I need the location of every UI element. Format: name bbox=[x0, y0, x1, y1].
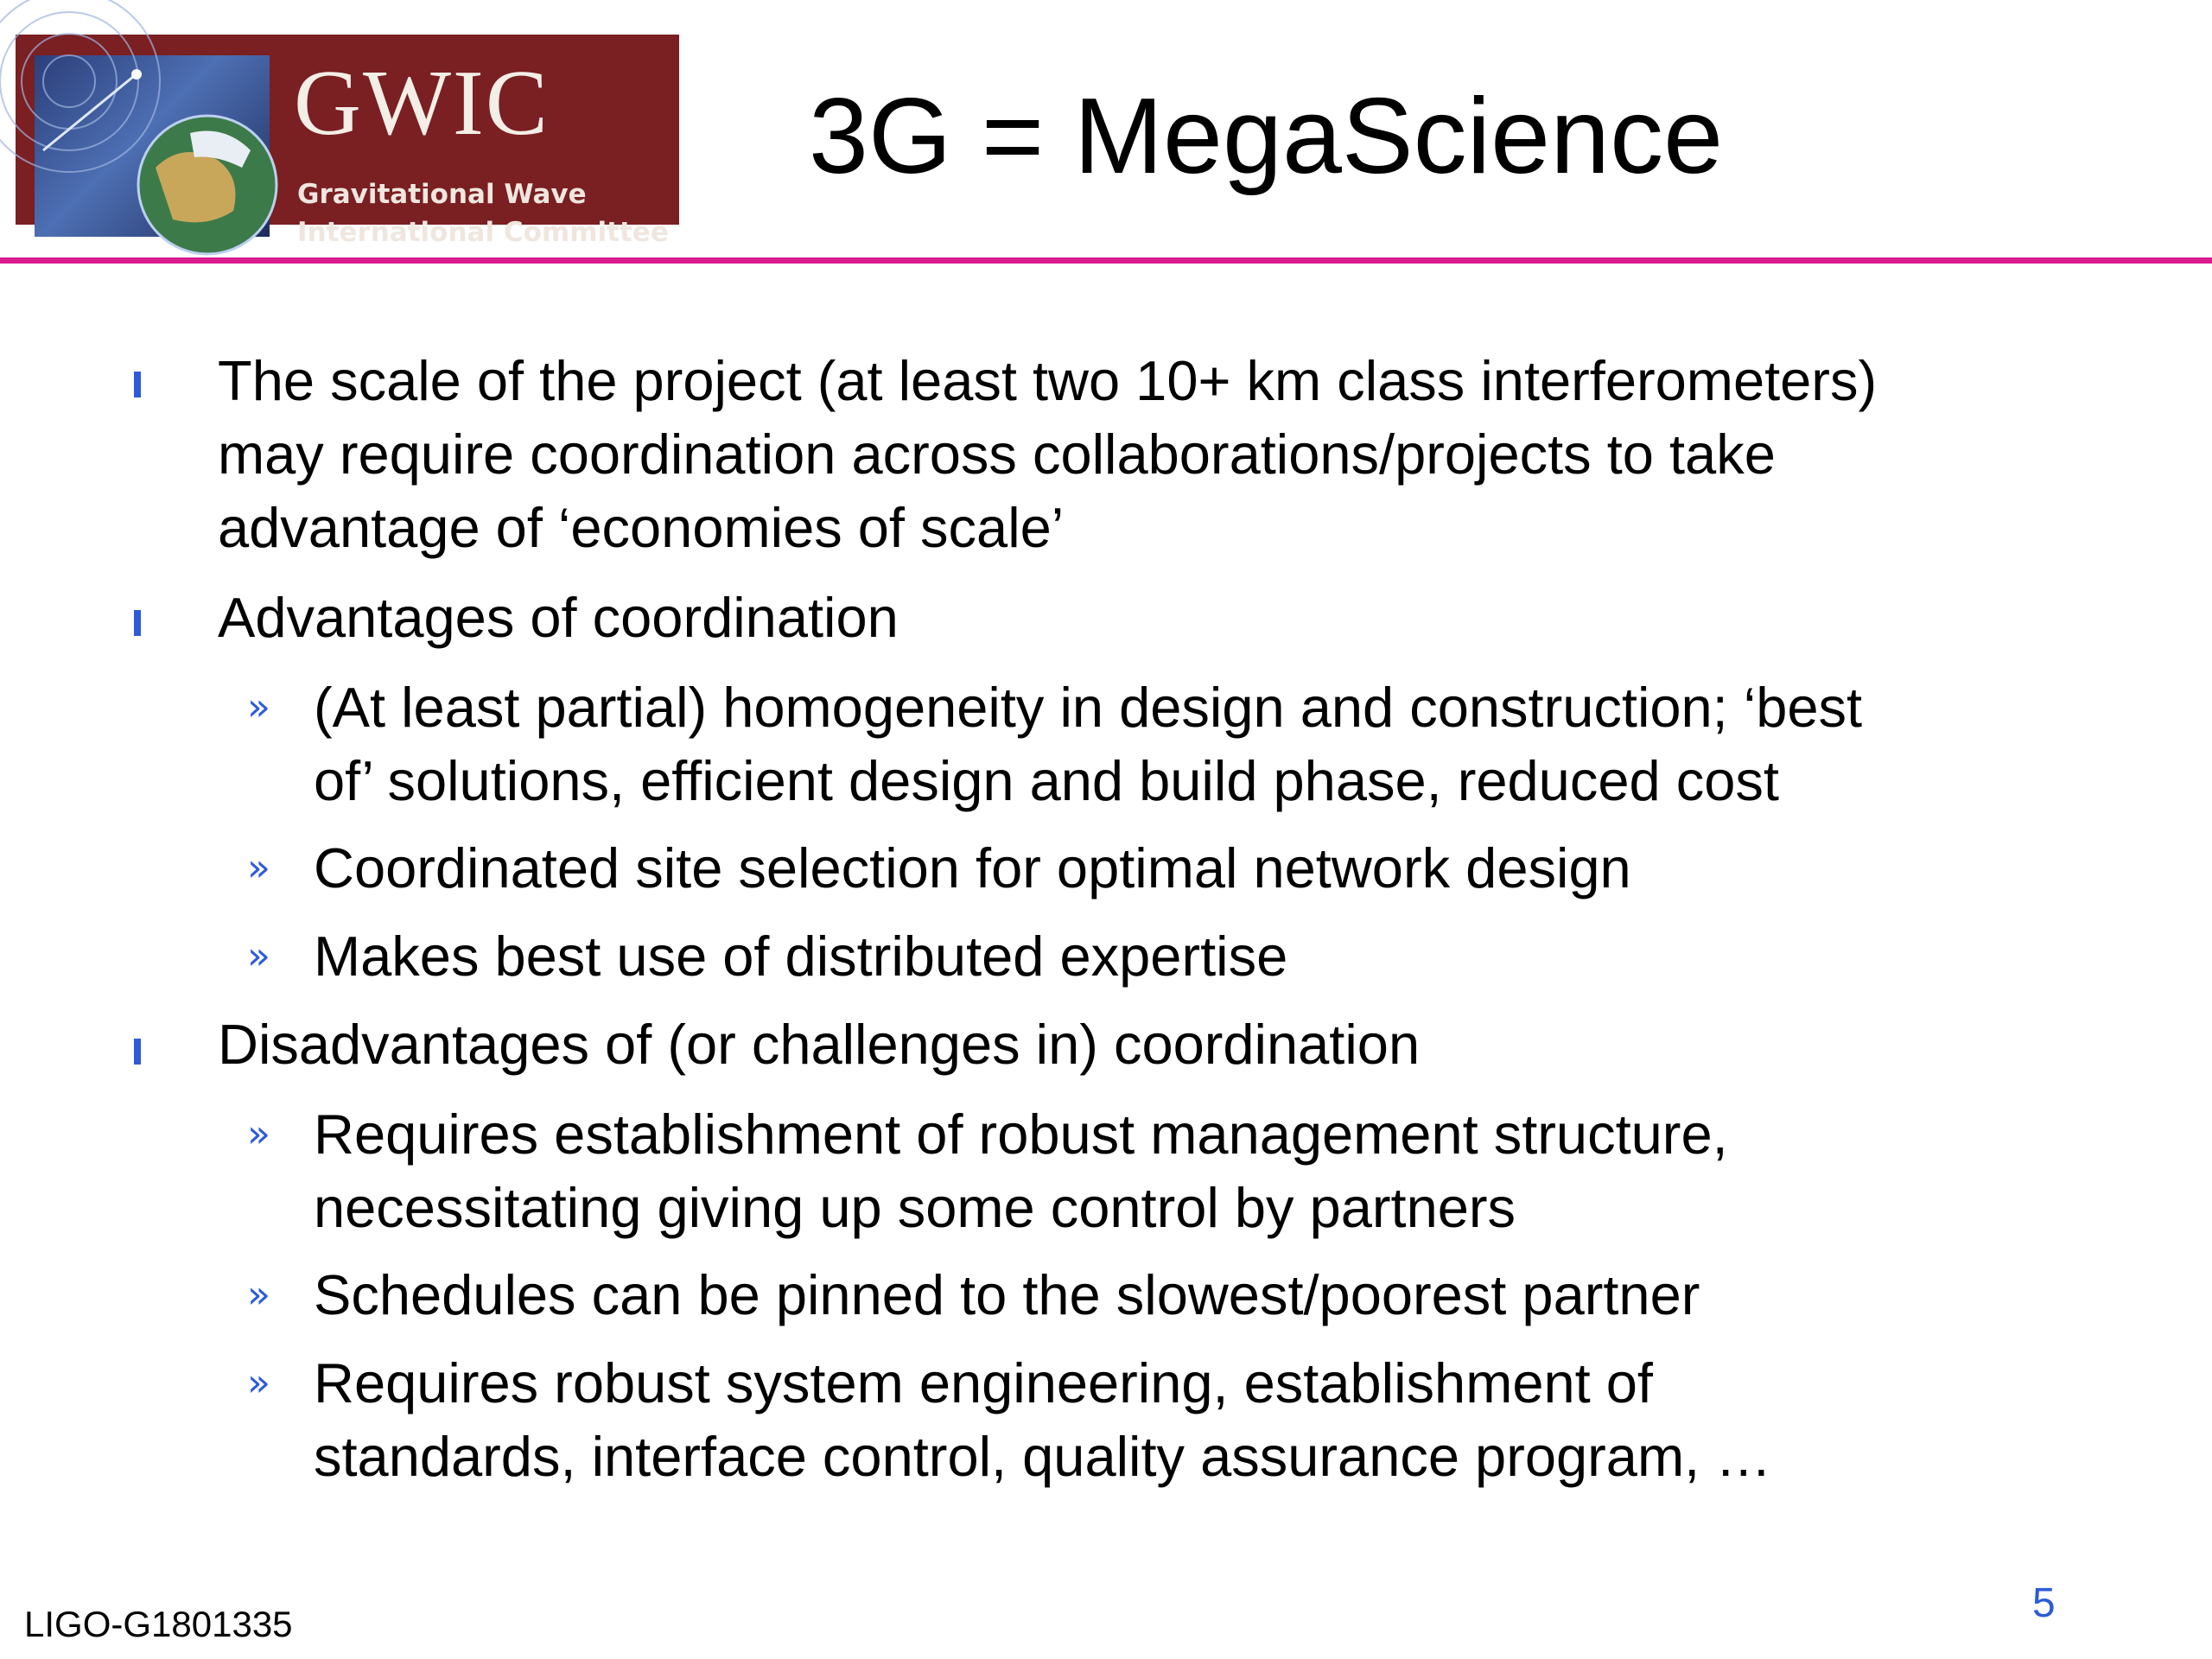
bullet-line: Schedules can be pinned to the slowest/poorest partner bbox=[314, 1263, 1700, 1326]
bullet-line: Makes best use of distributed expertise bbox=[314, 925, 1288, 988]
bullet-line: Disadvantages of (or challenges in) coordination bbox=[218, 1013, 1421, 1076]
logo-acronym: GWIC bbox=[294, 52, 550, 155]
bullet-line: necessitating giving up some control by partners bbox=[314, 1176, 1516, 1239]
sub-bullet-item bbox=[314, 1097, 2042, 1244]
document-id: LIGO-G1801335 bbox=[24, 1604, 293, 1644]
sub-bullet-item bbox=[314, 919, 2042, 993]
bullet-marker bbox=[134, 610, 141, 636]
logo-subtitle-line2: International Committee bbox=[297, 217, 669, 248]
sub-bullet-item bbox=[314, 671, 2042, 817]
bullet-line: advantage of ‘economies of scale’ bbox=[218, 496, 1065, 559]
sub-bullet-marker: » bbox=[247, 846, 270, 890]
bullet-line: standards, interface control, quality assurance program, … bbox=[314, 1425, 1772, 1488]
bullet-item bbox=[218, 581, 2119, 654]
sub-bullet-item bbox=[314, 831, 2042, 905]
sub-bullet-marker: » bbox=[247, 685, 270, 729]
bullet-line: of’ solutions, efficient design and build phase, reduced cost bbox=[314, 749, 1779, 812]
bullet-line: Requires robust system engineering, establishment of bbox=[314, 1351, 1653, 1414]
sub-bullet-marker: » bbox=[247, 1273, 270, 1317]
bullet-item bbox=[218, 1007, 2119, 1081]
page-number: 5 bbox=[2032, 1580, 2056, 1626]
sub-bullet-item bbox=[314, 1258, 2042, 1332]
bullet-line: Advantages of coordination bbox=[218, 586, 899, 649]
bullet-line: Coordinated site selection for optimal network design bbox=[314, 836, 1631, 899]
sub-bullet-marker: » bbox=[247, 1361, 270, 1405]
sub-bullet-marker: » bbox=[247, 934, 270, 978]
sub-bullet-marker: » bbox=[247, 1112, 270, 1156]
bullet-line: may require coordination across collaborations/projects to take bbox=[218, 423, 1776, 486]
title-divider bbox=[0, 257, 2212, 264]
sub-bullet-item bbox=[314, 1346, 2042, 1493]
gwic-logo bbox=[16, 35, 679, 248]
earth-waves-image bbox=[35, 55, 270, 237]
bullet-line: The scale of the project (at least two 10+ km class interferometers) bbox=[218, 349, 1878, 412]
bullet-marker bbox=[134, 1039, 141, 1065]
bullet-line: (At least partial) homogeneity in design and construction; ‘best bbox=[314, 676, 1863, 739]
bullet-line: Requires establishment of robust management structure, bbox=[314, 1103, 1728, 1166]
logo-subtitle-line1: Gravitational Wave bbox=[297, 179, 587, 210]
slide-title: 3G = MegaScience bbox=[809, 77, 1724, 196]
bullet-item bbox=[218, 344, 2119, 564]
bullet-marker bbox=[134, 372, 141, 397]
